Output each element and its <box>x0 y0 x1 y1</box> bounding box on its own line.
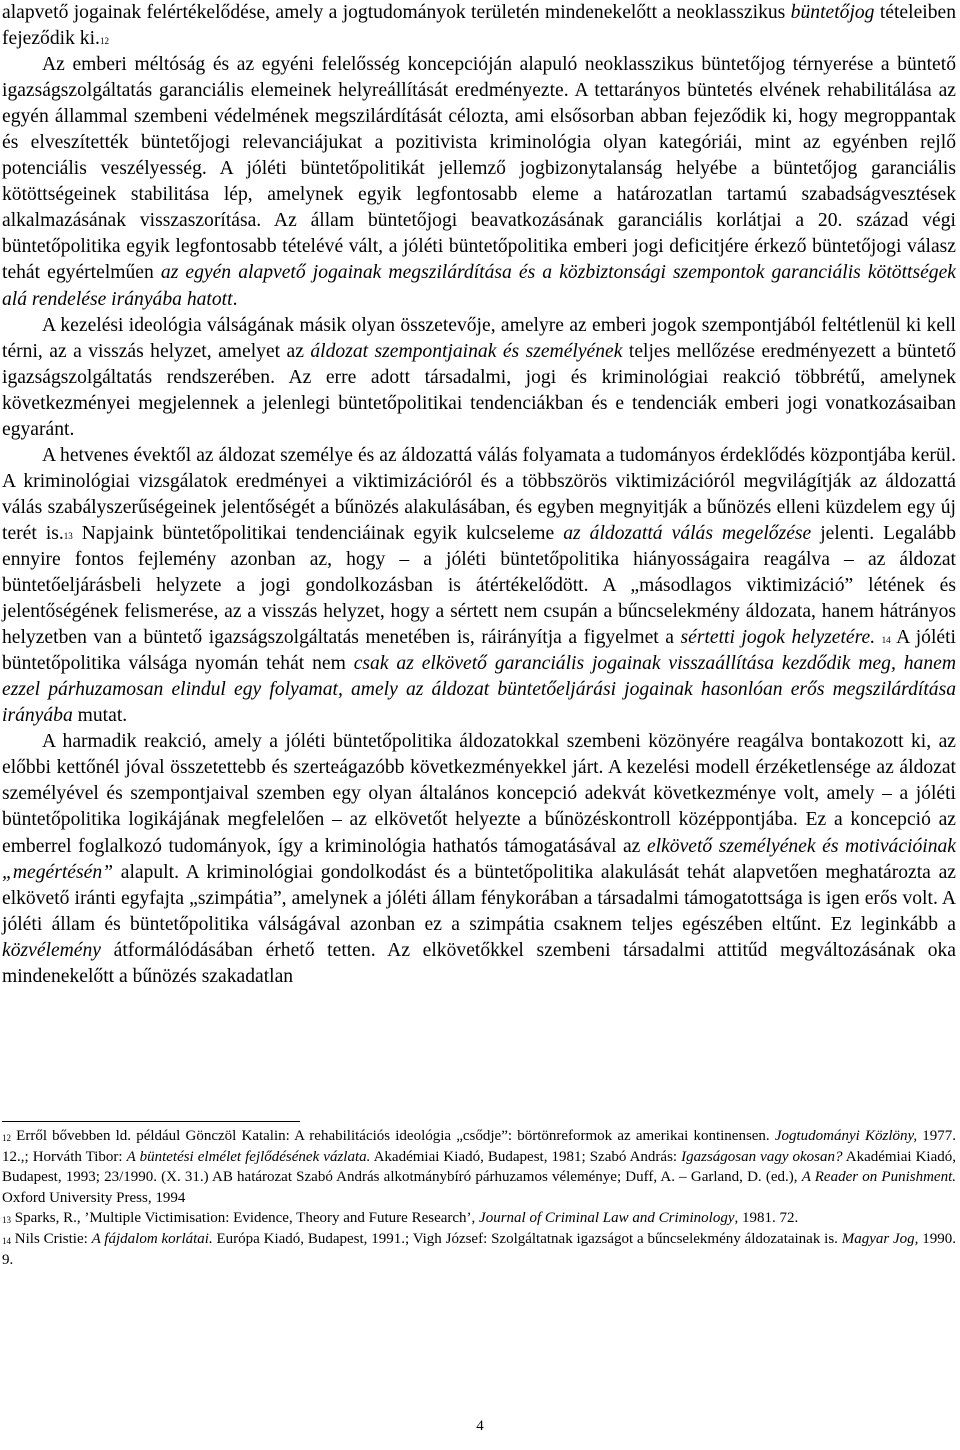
text-run: teljes mellőzése eredményezett a büntető igazságszolgáltatás rendszerében. Az erre adott társadalmi, jogi és kriminológiai reakció többrétű, amelynek következményei megjelennek a jelenlegi büntetőpolitikai tendenciákban és e tendenciák emberi jogi vonatkozásaiban egyaránt. <box>2 340 957 440</box>
text-run: Akadémiai Kiadó, Budapest, 1981; Szabó András: <box>370 1148 682 1165</box>
text-run: Sparks, R., ’Multiple Victimisation: Evidence, Theory and Future Research’, <box>11 1210 480 1227</box>
text-run: alapult. A kriminológiai gondolkodást és a büntetőpolitika alakulását tehát alapvetően meghatározta az elkövető iránti egyfajta „szimpátia”, amelynek a jóléti állam fénykorában a társadalmi támogatottsága is igen erős volt. A jóléti állam és büntetőpolitika válságával azonban ez a szimpátia csaknem teljes egészében eltűnt. Ez leginkább a <box>2 861 956 935</box>
italic-text-run: Igazságosan vagy okosan? <box>681 1148 843 1165</box>
text-run: alapvető jogainak felértékelődése, amely a jogtudományok területén mindenekelőtt a neoklasszikus <box>2 2 791 23</box>
footnote <box>2 1126 956 1208</box>
text-run: Európa Kiadó, Budapest, 1991.; Vigh József: Szolgáltatnak igazságot a bűncselekmény áldozatainak is. <box>212 1230 842 1247</box>
footnote-list <box>2 1126 956 1270</box>
italic-text-run: Jogtudományi Közlöny, <box>774 1128 918 1144</box>
italic-text-run: büntetőjog <box>790 2 875 23</box>
footnote-reference: 14 <box>881 635 891 646</box>
italic-text-run: elkövető személyének és motivációinak „megértésén” <box>2 835 956 883</box>
text-run: 1990. 9. <box>2 1230 956 1268</box>
text-run: , 1981. 72. <box>734 1210 799 1227</box>
footnote-separator <box>2 1121 300 1122</box>
footnote-reference: 12 <box>99 36 109 47</box>
italic-text-run: csak az elkövető garanciális jogainak visszaállítása kezdődik meg, hanem ezzel párhuzamosan elindul egy folyamat, amely az áldozat büntetőeljárási jogainak hasonlóan erős megszilárdítása irányába <box>2 653 956 727</box>
paragraph <box>2 313 956 443</box>
italic-text-run: áldozat szempontjainak és személyének <box>310 340 623 362</box>
text-run: 1977. 12.,; Horváth Tibor: <box>2 1128 957 1165</box>
italic-text-run: az áldozattá válás megelőzése <box>563 522 812 544</box>
text-run: A jóléti büntetőpolitika válsága nyomán tehát nem <box>2 627 956 675</box>
page-number: 4 <box>476 1418 484 1434</box>
paragraph <box>2 52 956 312</box>
footnote-reference: 13 <box>2 1215 11 1226</box>
italic-text-run: közvélemény <box>2 939 101 961</box>
body-text <box>2 0 956 990</box>
footnote <box>2 1229 956 1270</box>
text-run: Napjaink büntetőpolitikai tendenciáinak egyik kulcseleme <box>72 522 564 544</box>
footnote-reference: 13 <box>63 530 73 541</box>
footnote-reference: 14 <box>2 1235 11 1246</box>
text-run: Erről bővebben ld. például Gönczöl Katalin: A rehabilitációs ideológia „csődje”: börtönreformok az amerikai kontinensen. <box>11 1128 775 1144</box>
paragraph <box>2 729 956 989</box>
text-run: mutat. <box>72 705 128 727</box>
italic-text-run: A fájdalom korlátai. <box>91 1230 213 1247</box>
footnote <box>2 1208 956 1229</box>
text-run: . <box>232 288 238 310</box>
paragraph <box>2 0 956 52</box>
italic-text-run: Journal of Criminal Law and Criminology <box>479 1210 735 1227</box>
italic-text-run: A Reader on Punishment. <box>801 1169 956 1186</box>
text-run: Az emberi méltóság és az egyéni felelősség koncepcióján alapuló neoklasszikus büntetőjog térnyerése a büntető igazságszolgáltatás garanciális elemeinek helyreállítását eredményezte. A tettarányos büntetés elvének rehabilitálása az egyén állammal szembeni védelmének megszilárdítását célozta, ami elsősorban abban fejeződik ki, hogy megroppantak és elveszítették büntetőjogi relevanciájukat a pozitivista kriminológia olyan kategóriái, mint az egyénben rejlő potenciális veszélyesség. A jóléti büntetőpolitikát jellemző jogbizonytalanság helyébe a büntetőjog garanciális kötöttségeinek stabilitása lép, amelynek egyik legfontosabb eleme a határozatlan tartamú szabadságvesztések alkalmazásának visszaszorítása. Az állam büntetőjogi beavatkozásának garanciális korlátjai a 20. század végi büntetőpolitika egyik legfontosabb tételévé vált, a jóléti büntetőpolitika emberi jogi deficitjére érkező büntetőjogi válasz tehát egyértelműen <box>2 54 956 284</box>
italic-text-run: az egyén alapvető jogainak megszilárdítása és a közbiztonsági szempontok garanciális kötöttségek alá rendelése irányába hatott <box>2 262 956 310</box>
italic-text-run: A büntetési elmélet fejlődésének vázlata. <box>126 1148 371 1165</box>
footnote-reference: 12 <box>2 1133 11 1143</box>
text-run: A kezelési ideológia válságának másik olyan összetevője, amelyre az emberi jogok szempontjából feltétlenül ki kell térni, az a visszás helyzet, amelyet az <box>2 314 956 362</box>
text-run: Nils Cristie: <box>11 1230 92 1247</box>
text-run: A harmadik reakció, amely a jóléti büntetőpolitika áldozatokkal szembeni közönyére reagálva bontakozott ki, az előbbi kettőnél jóval összetettebb és szerteágazóbb következményekkel járt. A kezelési modell érzéketlensége az áldozat személyével és szempontjaival szemben egy olyan általános koncepció adekvát következménye volt, amely – a jóléti büntetőpolitika logikájának megfelelően – az elkövetőt helyezte a bűnözéskontroll középpontjába. Ez a koncepció az emberrel foglalkozó tudományok, így a kriminológia hathatós támogatásával az <box>2 731 956 857</box>
text-run: A hetvenes évektől az áldozat személye és az áldozattá válás folyamata a tudományos érdeklődés központjába kerül. A kriminológiai vizsgálatok eredményei a viktimizációról és a többszörös viktimizációról megvilágítják az áldozattá válás szabályszerűségeinek jelentőségét a bűnözés alakulásában, és egyben megnyitják a bűnözés elleni küzdelem egy új terét is. <box>2 444 956 544</box>
text-run <box>875 627 882 648</box>
paragraph <box>2 443 956 730</box>
italic-text-run: Magyar Jog, <box>841 1230 919 1247</box>
text-run: Akadémiai Kiadó, Budapest, 1993; 23/1990. (X. 31.) AB határozat Szabó András alkotmánybíró párhuzamos véleménye; Duff, A. – Garland, D. (ed.), <box>2 1148 957 1186</box>
text-run: tételeiben fejeződik ki. <box>2 2 957 50</box>
text-run: jelenti. Legalább ennyire fontos fejlemény azonban az, hogy – a jóléti büntetőpolitika hiányosságaira reagálva – az áldozat büntetőeljárásbeli helyzete a jogi gondolkozásban is átértékelődött. A „másodlagos viktimizáció” létének és jelentőségének felismerése, az a visszás helyzet, hogy a sértett nem csupán a bűncselekmény áldozata, hanem hátrányos helyzetben van a büntető igazságszolgáltatás menetében is, ráirányítja a figyelmet a <box>2 522 956 649</box>
footnotes-section <box>2 1121 956 1270</box>
text-run: átformálódásában érhető tetten. Az elkövetőkkel szembeni társadalmi attitűd megváltozásának oka mindenekelőtt a bűnözés szakadatlan <box>2 939 956 987</box>
text-run: Oxford University Press, 1994 <box>2 1189 186 1206</box>
italic-text-run: sértetti jogok helyzetére. <box>680 627 876 649</box>
